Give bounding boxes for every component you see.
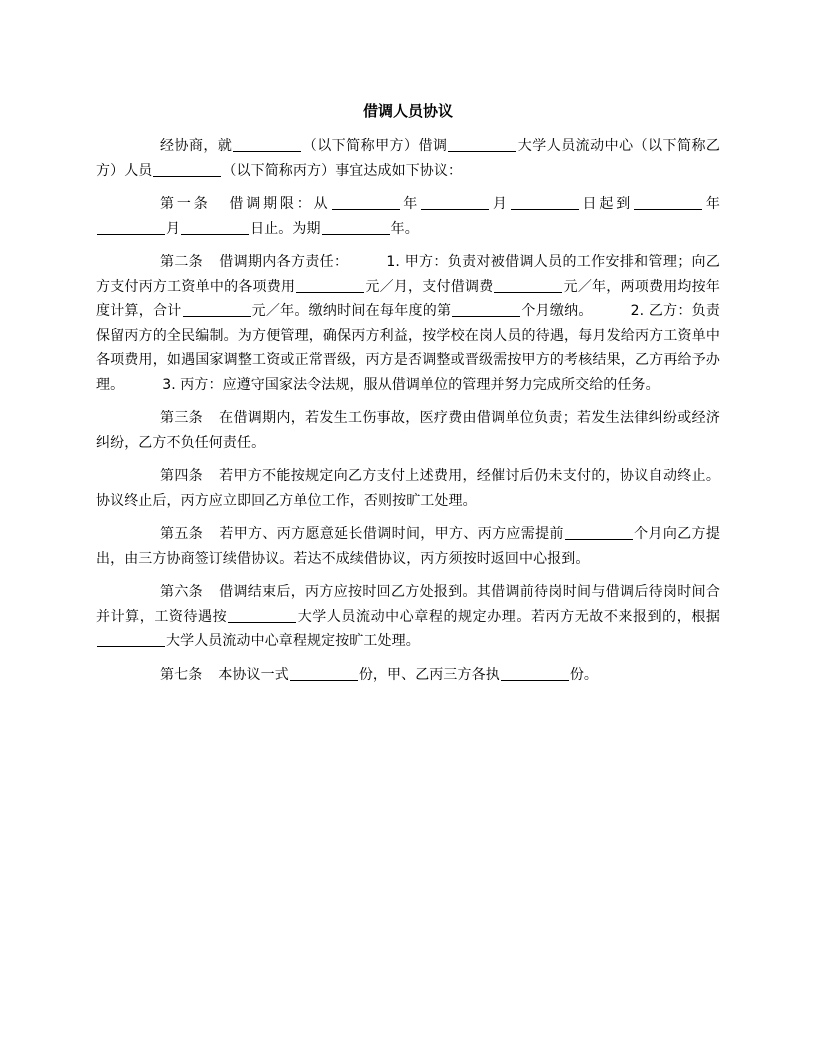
blank-notice-months <box>565 525 633 540</box>
blank-payment-month <box>452 302 520 317</box>
blank-copies-total <box>290 666 358 681</box>
blank-end-month <box>97 220 165 235</box>
article-1: 第一条 借调期限：从 年 月 日起到 年月 日止。为期 年。 <box>96 192 720 241</box>
intro-paragraph: 经协商，就 （以下简称甲方）借调 大学人员流动中心（以下简称乙方）人员 （以下简称丙方）事宜达成如下协议： <box>96 138 721 179</box>
blank-total-fee <box>183 302 251 317</box>
article-number: 第二条 <box>160 254 204 270</box>
article-number: 第七条 <box>160 666 203 683</box>
blank-university-3 <box>97 632 165 647</box>
article-number: 第三条 <box>160 410 203 426</box>
blank-duration <box>322 220 390 235</box>
blank-university-2 <box>228 608 296 623</box>
blank-party-a <box>233 137 301 152</box>
blank-start-month <box>421 195 489 210</box>
document-page <box>96 96 720 696</box>
blank-end-year <box>634 195 702 210</box>
blank-copies-each <box>501 666 569 681</box>
blank-start-day <box>511 195 579 210</box>
article-number: 第五条 <box>160 526 204 542</box>
article-2: 第二条 借调期内各方责任： 1. 甲方：负责对被借调人员的工作安排和管理；向乙方支付丙方工资单中的各项费用 元／月，支付借调费 元／年，两项费用均按年度计算，合计 元／年。缴纳时间在每年度的第 个月缴纳。 2. 乙方：负责保留丙方的全民编制。为方便管理，确保丙方利益，按学校在岗人员的待遇，每月发给丙方工资单中各项费用，如遇国家调整工资或正常晋级，丙方是否调整或晋级需按甲方的考核结果，乙方再给予办理。 3. 丙方：应遵守国家法令法规，服从借调单位的管理并努力完成所交给的任务。 <box>96 254 720 393</box>
article-number: 第一条 <box>160 196 211 212</box>
blank-end-day <box>181 220 249 235</box>
blank-secondment-fee <box>494 278 562 293</box>
article-number: 第六条 <box>160 584 203 600</box>
article-6: 第六条 借调结束后，丙方应按时回乙方处报到。其借调前待岗时间与借调后待岗时间合并计算，工资待遇按 大学人员流动中心章程的规定办理。若丙方无故不来报到的，根据大学人员流动中心章程规定按旷工处理。 <box>96 584 720 649</box>
blank-salary-fee <box>296 278 364 293</box>
article-4: 第四条 若甲方不能按规定向乙方支付上述费用，经催讨后仍未支付的，协议自动终止。协议终止后，丙方应立即回乙方单位工作，否则按旷工处理。 <box>96 468 720 509</box>
blank-start-year <box>332 195 400 210</box>
article-3: 第三条 在借调期内，若发生工伤事故，医疗费由借调单位负责；若发生法律纠纷或经济纠纷，乙方不负任何责任。 <box>96 410 720 451</box>
article-7: 第七条 本协议一式 份，甲、乙丙三方各执 份。 <box>160 666 599 683</box>
blank-university <box>448 137 516 152</box>
article-5: 第五条 若甲方、丙方愿意延长借调时间，甲方、丙方应需提前 个月向乙方提出，由三方协商签订续借协议。若达不成续借协议，丙方须按时返回中心报到。 <box>96 526 720 567</box>
article-number: 第四条 <box>160 468 203 484</box>
blank-party-c <box>153 162 221 177</box>
document-title: 借调人员协议 <box>362 102 453 120</box>
